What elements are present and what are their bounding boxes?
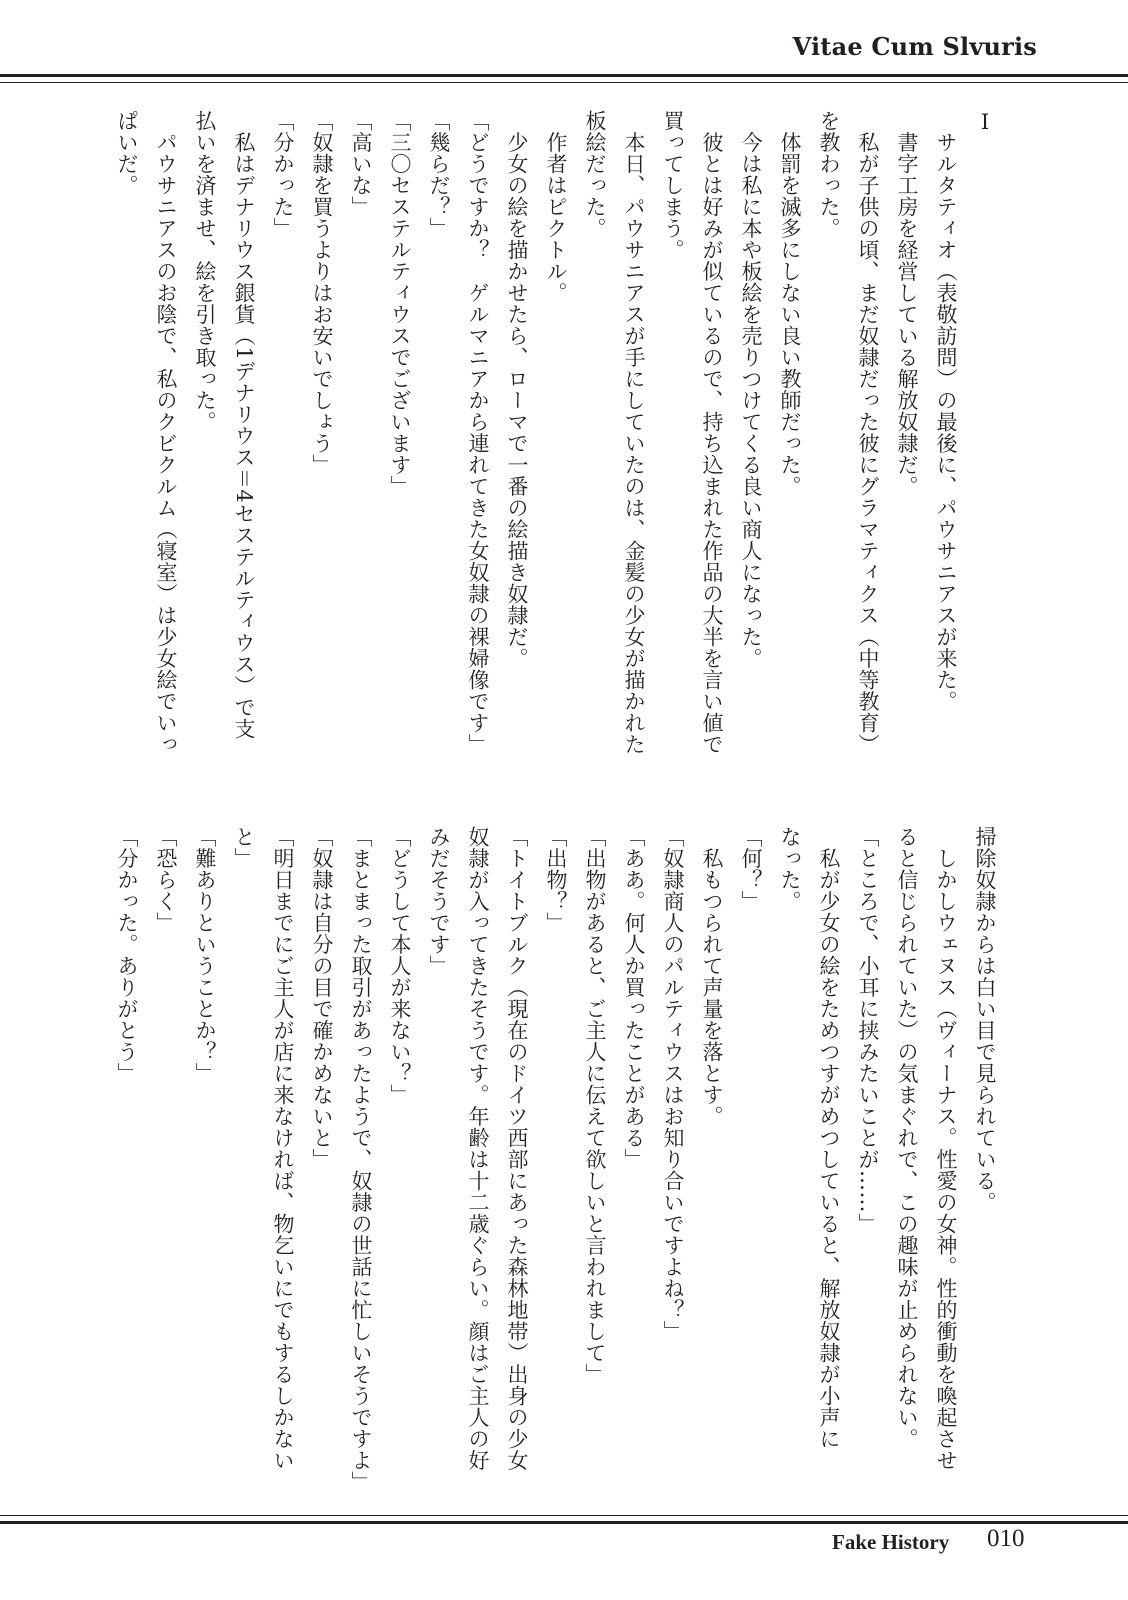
text-column: 買ってしまう。 — [661, 110, 685, 261]
footer-rule-thick — [0, 1521, 1128, 1524]
chapter-number: Ⅰ — [973, 110, 997, 135]
text-column: 「まとまった取引があったようで、奴隷の世話に忙しいそうですよ」 — [349, 826, 373, 1493]
body-text-upper — [107, 110, 1004, 755]
header-rule-thick — [0, 74, 1128, 77]
text-column: 「何？」 — [739, 826, 763, 912]
page-number: 010 — [987, 1525, 1025, 1552]
text-column: みだそうです」 — [427, 826, 451, 977]
text-column: 払いを済ませ、絵を引き取った。 — [193, 110, 217, 433]
text-column: 「奴隷は自分の目で確かめないと」 — [310, 826, 334, 1170]
text-column: と」 — [232, 826, 256, 869]
text-column: 「難ありということか？」 — [193, 826, 217, 1084]
body-text-lower — [107, 826, 1004, 1493]
text-column: 「奴隷商人のパルティウスはお知り合いですよね？」 — [661, 826, 685, 1342]
text-column: 今は私に本や板絵を売りつけてくる良い商人になった。 — [739, 110, 763, 669]
text-column: 「出物があると、ご主人に伝えて欲しいと言われまして」 — [583, 826, 607, 1385]
text-column: 「ところで、小耳に挟みたいことが……」 — [856, 826, 880, 1235]
text-column: 掃除奴隷からは白い目で見られている。 — [973, 826, 997, 1213]
text-column: 書字工房を経営している解放奴隷だ。 — [895, 110, 919, 497]
text-column: 「出物？」 — [544, 826, 568, 934]
text-column: 奴隷が入ってきたそうです。年齢は十二歳ぐらい。顔はご主人の好 — [466, 826, 490, 1471]
text-column: を教わった。 — [817, 110, 841, 239]
text-column: 作者はピクトル。 — [544, 110, 568, 304]
text-column: 「分かった」 — [271, 110, 295, 239]
text-column: 「分かった。ありがとう」 — [115, 826, 139, 1084]
text-column: 私はデナリウス銀貨（1デナリウス＝4セステルティウス）で支 — [232, 110, 256, 740]
text-column: 「三〇セステルティウスでございます」 — [388, 110, 412, 497]
text-column: 彼とは好みが似ているので、持ち込まれた作品の大半を言い値で — [700, 110, 724, 755]
header-rule-thin — [0, 82, 1128, 83]
footer-rule-thin — [0, 1515, 1128, 1516]
text-column: なった。 — [778, 826, 802, 912]
text-column: 本日、パウサニアスが手にしていたのは、金髪の少女が描かれた — [622, 110, 646, 755]
text-column: 「恐らく」 — [154, 826, 178, 934]
text-column: 私が少女の絵をためつすがめつしていると、解放奴隷が小声に — [817, 826, 841, 1450]
text-column: ると信じられていた）の気まぐれで、この趣味が止められない。 — [895, 826, 919, 1450]
text-column: 私もつられて声量を落とす。 — [700, 826, 724, 1127]
text-column: しかしウェヌス（ヴィーナス。性愛の女神。性的衝動を喚起させ — [934, 826, 958, 1471]
text-column: 少女の絵を描かせたら、ローマで一番の絵描き奴隷だ。 — [505, 110, 529, 669]
text-column: 体罰を滅多にしない良い教師だった。 — [778, 110, 802, 497]
text-column: 「幾らだ？」 — [427, 110, 451, 239]
text-column: 「高いな」 — [349, 110, 373, 218]
text-column: 「奴隷を買うよりはお安いでしょう」 — [310, 110, 334, 476]
text-column: 「ああ。何人か買ったことがある」 — [622, 826, 646, 1170]
text-column: サルタティオ（表敬訪問）の最後に、パウサニアスが来た。 — [934, 110, 958, 712]
text-column: 「明日までにご主人が店に来なければ、物乞いにでもするしかない — [271, 826, 295, 1471]
text-column: 「どうして本人が来ない？」 — [388, 826, 412, 1106]
text-column: 板絵だった。 — [583, 110, 607, 239]
text-column: 「トイトブルク（現在のドイツ西部にあった森林地帯）出身の少女 — [505, 826, 529, 1471]
text-column: パウサニアスのお陰で、私のクビクルム（寝室）は少女絵でいっ — [154, 110, 178, 755]
text-column: ぱいだ。 — [115, 110, 139, 196]
text-column: 私が子供の頃、まだ奴隷だった彼にグラマティクス（中等教育） — [856, 110, 880, 755]
text-column: 「どうですか？ ゲルマニアから連れてきた女奴隷の裸婦像です」 — [466, 110, 490, 755]
running-header-title: Vitae Cum Slvuris — [792, 32, 1037, 61]
running-footer-title: Fake History — [832, 1530, 950, 1554]
